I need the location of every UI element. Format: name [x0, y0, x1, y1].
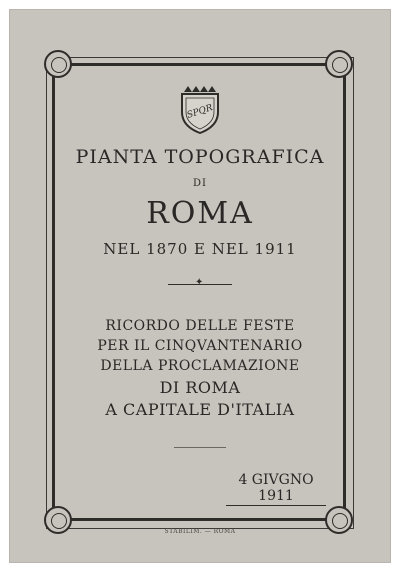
spqr-crest-icon [178, 84, 222, 134]
dates-line: NEL 1870 E NEL 1911 [103, 240, 297, 258]
dedication-line-5: A CAPITALE D'ITALIA [105, 400, 295, 419]
event-date: 4 GIVGNO 1911 [226, 472, 326, 506]
short-rule [174, 447, 226, 448]
dedication-line-2: PER IL CINQVANTENARIO [97, 338, 303, 354]
ornamental-rule [168, 284, 232, 285]
crest-text: SPQR [185, 103, 215, 121]
city-name: ROMA [146, 196, 254, 231]
corner-ornament-top-right [325, 50, 353, 78]
dedication-line-4: DI ROMA [159, 378, 241, 397]
document-title: PIANTA TOPOGRAFICA [75, 146, 325, 168]
corner-ornament-top-left [44, 50, 72, 78]
printer-imprint: STABILIM. — ROMA [164, 528, 236, 535]
dedication-line-1: RICORDO DELLE FESTE [105, 318, 295, 334]
title-preposition: DI [193, 178, 207, 189]
dedication-line-3: DELLA PROCLAMAZIONE [100, 358, 300, 374]
